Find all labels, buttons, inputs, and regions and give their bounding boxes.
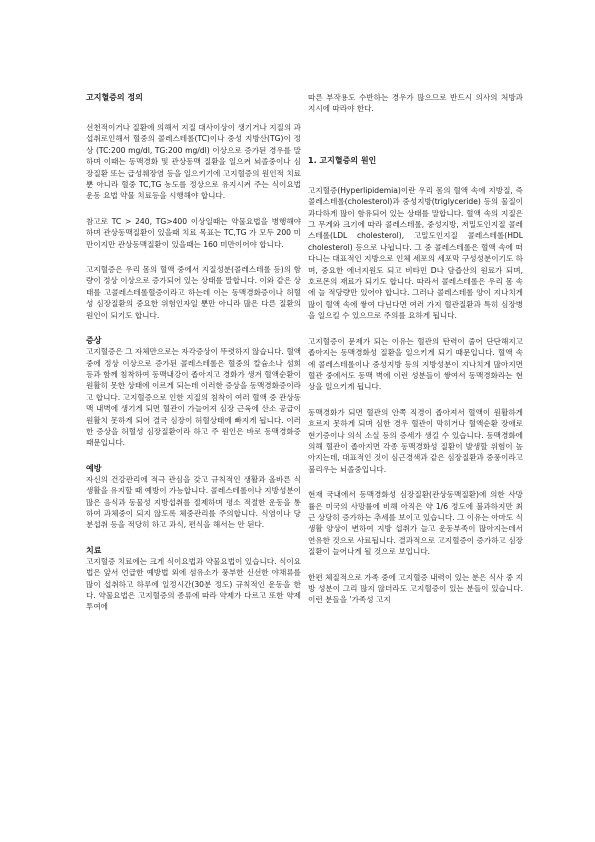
heading-symptoms: 증상 bbox=[86, 336, 102, 346]
paragraph: 고지혈증 치료에는 크게 식이요법과 약물요법이 있습니다. 식이요법은 앞서 언급한 예방법 외에 섬유소가 풍부한 신선한 야채류를 많이 섭취하고 하루에 일정시간(30분 정도) 규칙적인 운동을 한다. 약물요법은 고지혈증의 종류에 따라 약제가 다르고 또한 약제 투여에 bbox=[86, 556, 301, 612]
paragraph: 선천적이거나 질환에 의해서 지질 대사이상이 생기거나 지질의 과섭취로인해서 혈중의 콜레스테롤(TC)이나 중성 지방산(TG)이 정상 (TC:200 mg/dl, TG:200 mg/dl) 이상으로 증가된 경우를 말하며 이때는 동맥경화 및 관상동맥 질환을 일으켜 뇌졸중이나 심장질환 또는 급성췌장염 등을 일으키기에 고지혈증의 원인적 치료뿐 아니라 혈중 TC,TG 농도를 정상으로 유지시켜 주는 식이요법 운동 요법 약물 치료등을 시행해야 합니다. bbox=[86, 123, 301, 201]
paragraph: 현재 국내에서 동맥경화성 심장질환(관상동맥질환)에 의한 사망률은 미국의 사망률에 비해 아직은 약 1/6 정도에 불과하지만 최근 상당히 증가하는 추세를 보이고 있습니다. 그 이유는 아마도 식생활 양상이 변하여 지방 섭취가 늘고 운동부족이 많아지는데서 연유한 것으로 사료됩니다. 결과적으로 고지혈증이 증가하고 심장질환이 늘어나게 될 것으로 보입니다. bbox=[308, 490, 523, 557]
paragraph: 따른 부작용도 수반하는 경우가 많으므로 반드시 의사의 처방과 지시에 따라야 한다. bbox=[308, 93, 523, 114]
paragraph: 고지혈증이 문제가 되는 이유는 혈관의 탄력이 줄어 단단해지고 좁아지는 동맥경화성 질환을 일으키게 되기 때문입니다. 혈액 속에 콜레스테롤이나 중성지방 등의 지방성분이 지나치게 많아지면 혈관 중에서도 동맥 벽에 이런 성분들이 쌓여서 동맥경화라는 현상을 일으키게 됩니다. bbox=[308, 336, 523, 392]
paragraph: 고지혈증은 그 자체만으로는 자각증상이 뚜렷하지 않습니다. 혈액 중에 정상 이상으로 증가된 콜레스테롤은 혈중의 칼슘소나 섬희 등과 함께 침착하여 동맥내강이 좁아지고 경화가 생겨 혈액순환이 원활히 못한 상태에 이르게 되는데 이러한 증상을 동맥경화증이라고 합니다. 고지혈증으로 인한 지질의 침착이 여러 혈액 중 관상동맥 내벽에 생기게 되면 혈관이 가늘어져 심장 근육에 산소 공급이 원활치 못하게 되어 결국 심장이 허혈상태에 빠지게 됩니다. 이러한 증상을 허혈성 심장질환이라 하고 주 원인은 바로 동맥경화증 때문입니다. bbox=[86, 347, 301, 448]
paragraph: 한편 체질적으로 가족 중에 고지혈증 내력이 있는 분은 식사 중 지방 성분이 그리 많지 않더라도 고지혈증이 있는 분들이 있습니다. 이런 분들을 '가족성 고지 bbox=[308, 572, 523, 605]
paragraph: 고지혈증은 우리 몸의 혈액 중에서 지질성분(콜레스테롤 등)의 함량이 정상 이상으로 증가되어 있는 상태를 말합니다. 이와 같은 상태를 고콜레스테롤혈증이라고 하는데 이는 동맥경화증이나 허혈성 심장질환의 중요한 위험인자일 뿐만 아니라 많은 다른 질환의 원인이 되기도 합니다. bbox=[86, 265, 301, 320]
paragraph: 자신의 건강관리에 적극 관심을 갖고 규칙적인 생활과 올바른 식생활을 유지할 때 예방이 가능합니다. 콜레스테롤이나 지방성분이 많은 음식과 동물성 지방섭취를 절제하며 평소 적절한 운동을 통하여 과체중이 되지 않도록 체중관리를 주의합니다. 식염이나 당분섭취 등을 적당히 하고 과식, 편식을 해서는 안 된다. bbox=[86, 474, 301, 530]
heading-causes: 1. 고지혈증의 원인 bbox=[308, 155, 377, 165]
heading-prevention: 예방 bbox=[86, 463, 102, 473]
heading-definition: 고지혈증의 정의 bbox=[86, 93, 143, 102]
paragraph: 고지혈증(Hyperlipidemia)이란 우리 몸의 혈액 속에 지방질, 즉 콜레스테롤(cholesterol)과 중성지방(triglyceride) 등의 물질이 과다하게 많이 함유되어 있는 상태를 말합니다. 혈액 속의 지질은 그 무게와 크기에 따라 콜레스테롤, 중성지방, 저밀도인지질 콜레스테롤(LDL cholesterol), 고밀도인지질 콜레스테롤(HDL cholesterol) 등으로 나뉩니다. 그 중 콜레스테롤은 혈액 속에 떠다니는 대표적인 지방으로 인체 세포의 세포막 구성성분이기도 하며, 중요한 에너지원도 되고 비타민 D나 담즙산의 원료가 되며, 호르몬의 재료가 되기도 합니다. 따라서 콜레스테롤은 우리 몸 속에 늘 적당량만 있어야 합니다. 그러나 콜레스테롤 양이 지나치게 많이 혈액 속에 쌓여 다닌다면 여러 가지 혈관질환과 특히 심장병을 일으킬 수 있으므로 주의를 요하게 됩니다. bbox=[308, 185, 523, 321]
heading-treatment: 치료 bbox=[86, 545, 102, 555]
paragraph: 동맥경화가 되면 혈관의 안쪽 직경이 좁아져서 혈액이 원활하게 흐르지 못하게 되며 심한 경우 혈관이 막히거나 혈액순환 장애로 현기증이나 의식 소실 등의 증세가 생길 수 있습니다. 동맥경화에 의해 혈관이 좁아지면 각종 동맥경화성 질환이 발생할 위험이 높아지는데, 대표적인 것이 심근경색과 같은 심장질환과 중풍이라고 불리우는 뇌졸중입니다. bbox=[308, 407, 523, 474]
paragraph: 참고로 TC > 240, TG>400 이상일때는 약물요법을 병행해야 하며 관상동맥질환이 있을때 치료 목표는 TC,TG 가 모두 200 미만이지만 관상동맥질환이 있을때는 160 미만이어야 합니다. bbox=[86, 216, 301, 249]
left-column bbox=[86, 92, 301, 627]
right-column bbox=[308, 92, 523, 620]
